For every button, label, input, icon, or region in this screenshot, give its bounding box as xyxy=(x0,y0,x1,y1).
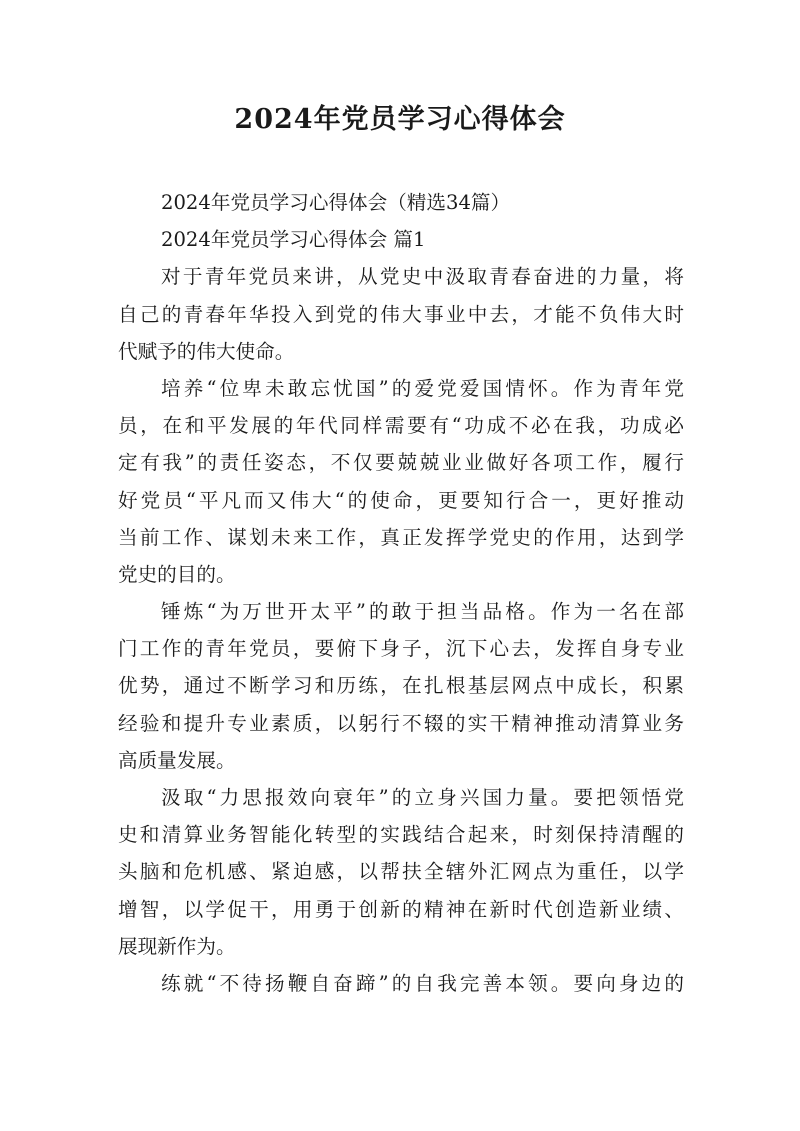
text-line: 高质量发展。 xyxy=(118,748,236,772)
text-line: 当前工作、谋划未来工作，真正发挥学党史的作用，达到学 xyxy=(118,525,684,549)
text-line: 员，在和平发展的年代同样需要有“功成不必在我，功成必 xyxy=(118,414,684,438)
text-line: 党史的目的。 xyxy=(118,562,236,586)
text-line: 门工作的青年党员，要俯下身子，沉下心去，发挥自身专业 xyxy=(118,637,684,661)
text-line: 自己的青春年华投入到党的伟大事业中去，才能不负伟大时 xyxy=(118,302,684,326)
document-title: 2024年党员学习心得体会 xyxy=(234,104,566,135)
text-line: 对于青年党员来讲，从党史中汲取青春奋进的力量，将 xyxy=(161,265,684,289)
text-line: 2024年党员学习心得体会（精选34篇） xyxy=(161,191,511,214)
text-line: 培养“位卑未敢忘忧国”的爱党爱国情怀。作为青年党 xyxy=(161,376,684,400)
text-line: 增智，以学促干，用勇于创新的精神在新时代创造新业绩、 xyxy=(118,897,684,921)
text-line: 汲取“力思报效向衰年”的立身兴国力量。要把领悟党 xyxy=(161,786,684,809)
text-line: 定有我”的责任姿态，不仅要兢兢业业做好各项工作，履行 xyxy=(118,451,684,475)
text-line: 2024年党员学习心得体会 篇1 xyxy=(161,228,426,252)
text-line: 好党员“平凡而又伟大“的使命，更要知行合一，更好推动 xyxy=(118,488,684,512)
text-line: 展现新作为。 xyxy=(118,934,236,958)
text-line: 头脑和危机感、紧迫感，以帮扶全辖外汇网点为重任，以学 xyxy=(118,860,684,884)
text-line: 练就“不待扬鞭自奋蹄”的自我完善本领。要向身边的 xyxy=(161,971,684,995)
text-line: 锤炼“为万世开太平”的敢于担当品格。作为一名在部 xyxy=(161,600,684,624)
text-line: 优势，通过不断学习和历练，在扎根基层网点中成长，积累 xyxy=(118,674,684,698)
text-line: 经验和提升专业素质，以躬行不辍的实干精神推动清算业务 xyxy=(118,711,684,735)
text-line: 代赋予的伟大使命。 xyxy=(118,339,295,363)
document-body xyxy=(118,184,684,1002)
text-line: 史和清算业务智能化转型的实践结合起来，时刻保持清醒的 xyxy=(118,823,684,847)
